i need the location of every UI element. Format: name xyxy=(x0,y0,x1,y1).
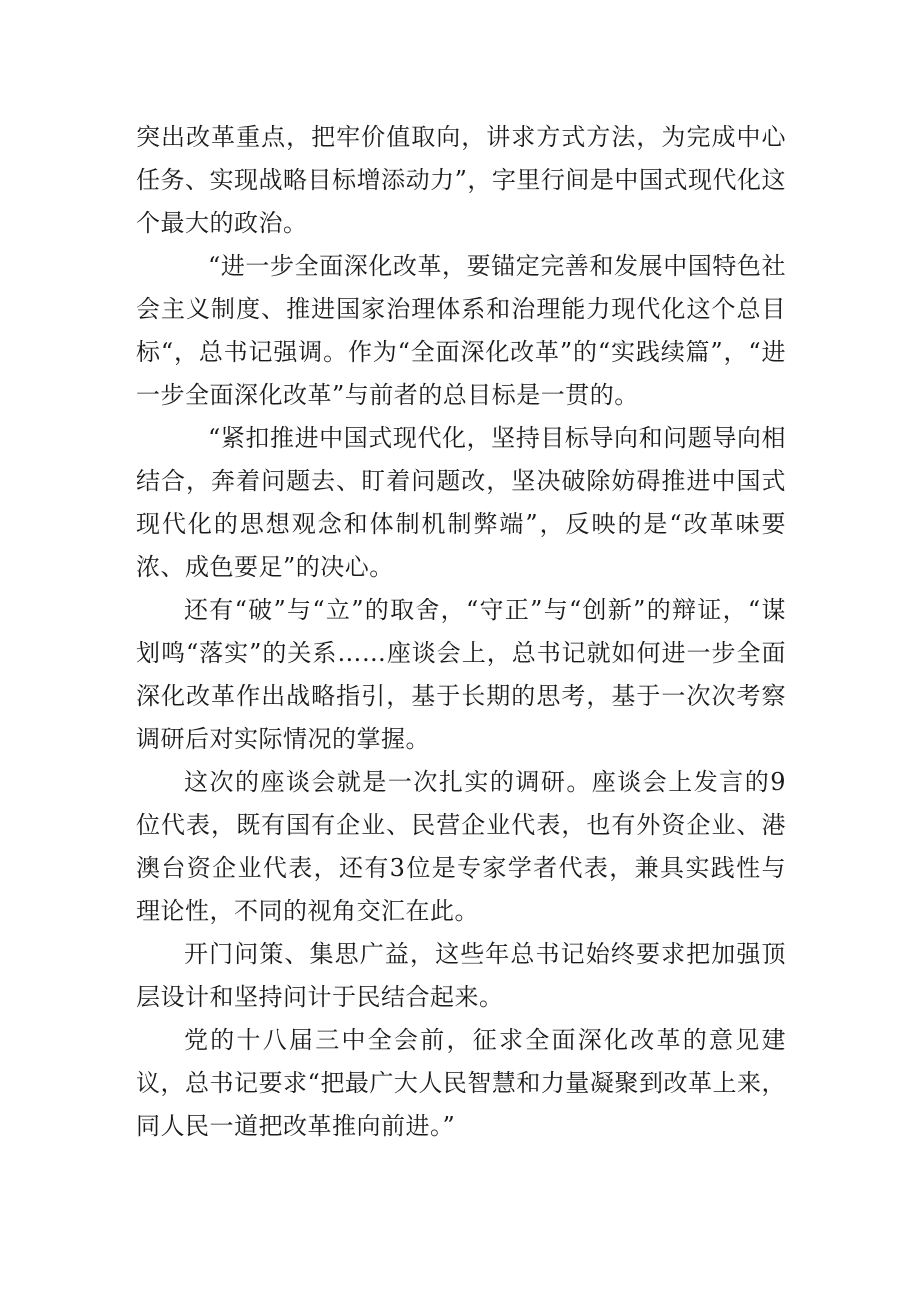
paragraph-5: 这次的座谈会就是一次扎实的调研。座谈会上发言的9位代表，既有国有企业、民营企业代表，也有外资企业、港澳台资企业代表，还有3位是专家学者代表，兼具实践性与理论性，不同的视角交汇在此。 xyxy=(136,768,786,925)
paragraph-3: “紧扣推进中国式现代化，坚持目标导向和问题导向相结合，奔着问题去、盯着问题改，坚决破除妨碍推进中国式现代化的思想观念和体制机制弊端”，反映的是“改革味要浓、成色要足”的决心。 xyxy=(136,424,786,581)
paragraph-2: “进一步全面深化改革，要锚定完善和发展中国特色社会主义制度、推进国家治理体系和治理能力现代化这个总目标“，总书记强调。作为“全面深化改革”的“实践续篇”，“进一步全面深化改革”与前者的总目标是一贯的。 xyxy=(136,252,786,409)
paragraph-6: 开门问策、集思广益，这些年总书记始终要求把加强顶层设计和坚持问计于民结合起来。 xyxy=(136,940,786,1011)
paragraph-1: 突出改革重点，把牢价值取向，讲求方式方法，为完成中心任务、实现战略目标增添动力”，字里行间是中国式现代化这个最大的政治。 xyxy=(136,123,786,237)
paragraph-4: 还有“破”与“立”的取舍，“守正”与“创新”的辩证，“谋划鸣“落实”的关系……座谈会上，总书记就如何进一步全面深化改革作出战略指引，基于长期的思考，基于一次次考察调研后对实际情况的掌握。 xyxy=(136,596,786,753)
article-body xyxy=(136,116,786,1148)
paragraph-7: 党的十八届三中全会前，征求全面深化改革的意见建议，总书记要求“把最广大人民智慧和力量凝聚到改革上来，同人民一道把改革推向前进。” xyxy=(136,1026,786,1140)
